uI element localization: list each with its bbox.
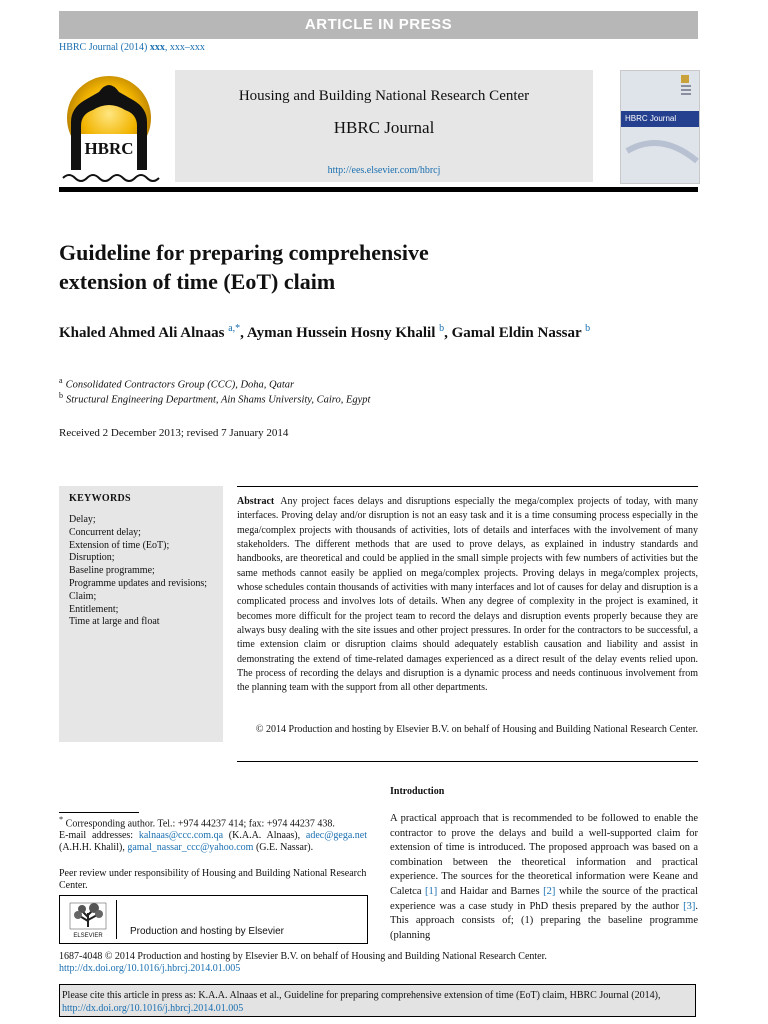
keyword: Claim; <box>69 590 97 602</box>
issn-line: 1687-4048 © 2014 Production and hosting by Elsevier B.V. on behalf of Housing and Building National Research Center. <box>59 951 547 962</box>
reference-link[interactable]: [3] <box>683 900 696 912</box>
abstract-top-rule <box>237 486 698 487</box>
production-hosting-text: Production and hosting by Elsevier <box>130 926 284 937</box>
citation-box: Please cite this article in press as: K.A.A. Alnaas et al., Guideline for preparing comprehensive extension of time (EoT) claim, HBRC Journal (2014), http://dx.doi.org/10.1016/j.hbrcj.2014.01.005 <box>59 984 696 1017</box>
elsevier-tree-logo <box>68 901 108 939</box>
introduction-text: A practical approach that is recommended to be followed to enable the contractor to prove the delays and build a well-supported claim for extension of time is introduced. The proposed approach was based on a combination between the theoretical information and practical experience. The sources for the theoretical information were Keane and Caletca [1] and Haidar and Barnes [2] while the source of the practical experience was a case study in PhD thesis prepared by the author [3]. This approach consists of; (1) preparing the baseline programme (planning <box>390 813 699 941</box>
citation-doi-link[interactable]: http://dx.doi.org/10.1016/j.hbrcj.2014.01.005 <box>62 1003 244 1014</box>
journal-header <box>175 70 593 182</box>
organization-name: Housing and Building National Research Center <box>238 88 530 104</box>
doi-link[interactable]: http://dx.doi.org/10.1016/j.hbrcj.2014.01.005 <box>59 963 241 974</box>
corresponding-author-footnote: * Corresponding author. Tel.: +974 44237 414; fax: +974 44237 438. E-mail addresses: kalnaas@ccc.com.qa (K.A.A. Alnaas), adec@gega.net (A.H.H. Khalil), gamal_nassar_ccc@yahoo.com (G.E. Nassar). <box>59 815 368 853</box>
journal-reference: HBRC Journal (2014) xxx, xxx–xxx <box>59 42 205 53</box>
journal-cover-thumbnail <box>620 70 700 184</box>
abstract-label: Abstract <box>237 496 275 507</box>
svg-text:ELSEVIER: ELSEVIER <box>73 933 103 939</box>
author-affiliation-link[interactable]: b <box>585 323 591 334</box>
header-rule <box>59 187 698 192</box>
journal-url-link[interactable]: http://ees.elsevier.com/hbrcj <box>327 165 441 176</box>
article-in-press-banner: ARTICLE IN PRESS <box>59 11 698 39</box>
hbrc-logo <box>59 70 171 185</box>
email-link[interactable]: adec@gega.net <box>305 830 368 842</box>
keyword: Baseline programme; <box>69 565 155 577</box>
abstract <box>237 495 698 696</box>
peer-review-note: Peer review under responsibility of Housing and Building National Research Center. <box>59 868 367 891</box>
keyword: Time at large and float <box>69 616 160 628</box>
keyword: Concurrent delay; <box>69 526 141 538</box>
author-affiliation-link[interactable]: b <box>439 323 445 334</box>
keyword: Delay; <box>69 514 96 525</box>
keyword: Extension of time (EoT); <box>69 539 170 551</box>
keyword: Entitlement; <box>69 603 119 615</box>
article-title: Guideline for preparing comprehensive extension of time (EoT) claim <box>59 240 429 294</box>
keywords-heading: KEYWORDS <box>69 493 131 504</box>
abstract-bottom-rule <box>237 761 698 762</box>
cover-label: HBRC Journal <box>621 111 699 127</box>
reference-link[interactable]: [2] <box>543 885 556 897</box>
keyword: Programme updates and revisions; <box>69 577 208 589</box>
keyword: Disruption; <box>69 552 115 564</box>
reference-link[interactable]: [1] <box>425 885 438 897</box>
section-heading-introduction: Introduction <box>390 786 445 797</box>
elsevier-production-box <box>59 895 368 944</box>
author-list: Khaled Ahmed Ali Alnaas $^{a,*}$, Ayman Hussein Hosny Khalil $^b$, Gamal Eldin Nassar $^b$ <box>59 323 591 341</box>
footnote-rule <box>59 812 139 813</box>
email-link[interactable]: gamal_nassar_ccc@yahoo.com <box>127 841 254 853</box>
email-link[interactable]: kalnaas@ccc.com.qa <box>138 830 224 842</box>
keywords-box <box>59 486 223 742</box>
author-affiliation-link[interactable]: a,* <box>228 323 241 334</box>
abstract-text: Any project faces delays and disruptions especially the mega/complex projects of today, with many interfaces. Proving delay and/or disruption is not an easy task and it is a time consuming process especially in the mega/complex projects with thousands of activities, lots of details and interfaces with the involvement of many stakeholders. The different methods that are used to prove delays, as explained in industry standards and handbooks, are theoretical and could be applied in the small simple projects with few numbers of activities but the same methods cannot easily be applied on mega/complex projects. Proving delays in mega/complex projects, whose schedules contain thousands of activities with many interfaces and lot of causes for delay and disruption is a complicated process and involves lots of details. When any degree of complexity in the project is examined, it becomes more difficult for the project team to record the delays and disruption events properly because they are always busy dealing with the site issues and other project pressures. In order for the contractors to be successful, a time extension claim or disruption claims should adequately establish causation and liability and assist in demonstrating the extend of time-related damages experienced as a direct result of the delay events relied upon. The process of recording the delays and disruption is a dynamic process and needs continuous involvement from the planning team with the support from all other departments. <box>237 496 698 694</box>
abstract-copyright: © 2014 Production and hosting by Elsevier B.V. on behalf of Housing and Building National Research Center. <box>255 724 698 735</box>
svg-text:HBRC: HBRC <box>84 139 134 158</box>
received-dates: Received 2 December 2013; revised 7 January 2014 <box>59 427 289 439</box>
affiliation-a: $^a$ Consolidated Contractors Group (CCC), Doha, Qatar <box>59 376 295 391</box>
affiliation-b: $^b$ Structural Engineering Department, Ain Shams University, Cairo, Egypt <box>59 391 371 406</box>
journal-name: HBRC Journal <box>333 118 435 137</box>
